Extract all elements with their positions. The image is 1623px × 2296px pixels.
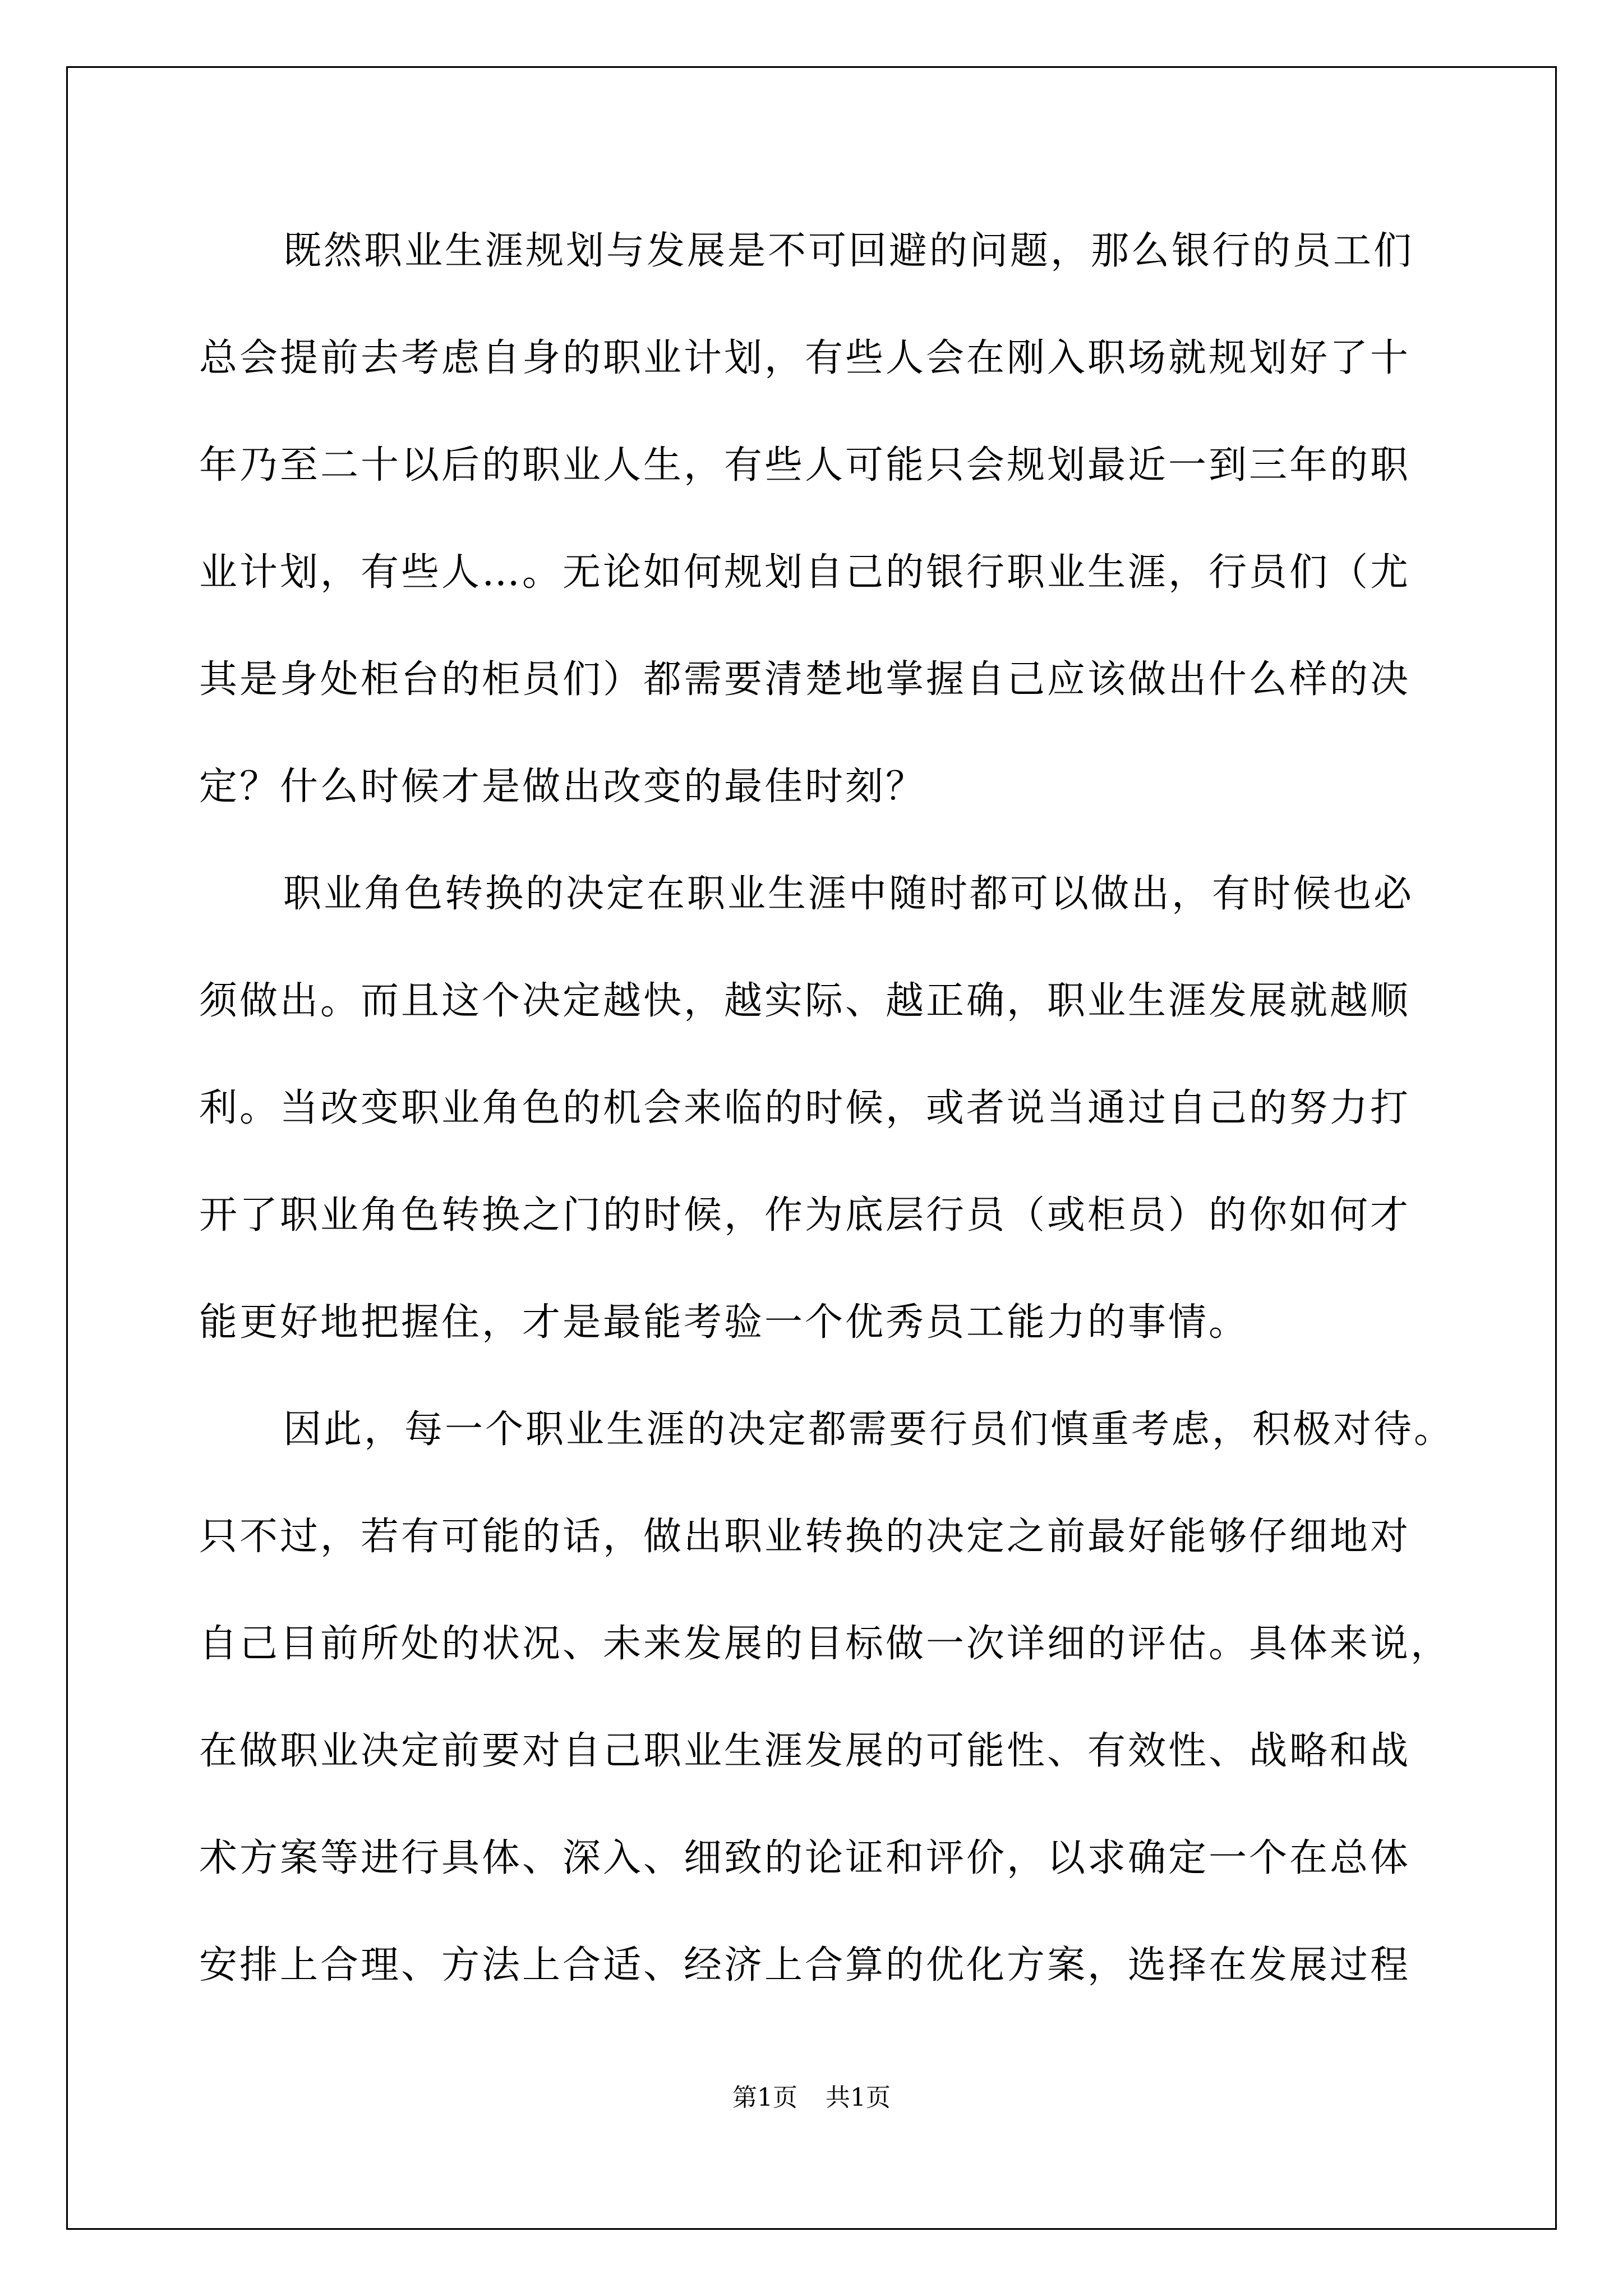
text-line: 职业角色转换的决定在职业生涯中随时都可以做出，有时候也必 [283, 872, 1414, 916]
text-line: 安排上合理、方法上合适、经济上合算的优化方案，选择在发展过程 [199, 1943, 1411, 1987]
text-line: 只不过，若有可能的话，做出职业转换的决定之前最好能够仔细地对 [199, 1515, 1411, 1559]
page-number: 第1页 [732, 2083, 797, 2112]
text-line: 既然职业生涯规划与发展是不可回避的问题，那么银行的员工们 [283, 229, 1414, 273]
paragraph-3 [199, 1396, 1455, 2039]
text-line: 能更好地把握住，才是最能考验一个优秀员工能力的事情。 [199, 1300, 1249, 1345]
text-line: 利。当改变职业角色的机会来临的时候，或者说当通过自己的努力打 [199, 1086, 1411, 1130]
text-line: 定？什么时候才是做出改变的最佳时刻？ [199, 765, 926, 809]
text-line: 术方案等进行具体、深入、细致的论证和评价，以求确定一个在总体 [199, 1836, 1411, 1880]
paragraph-1 [199, 218, 1433, 861]
text-line: 开了职业角色转换之门的时候，作为底层行员（或柜员）的你如何才 [199, 1193, 1411, 1237]
text-line: 须做出。而且这个决定越快，越实际、越正确，职业生涯发展就越顺 [199, 979, 1411, 1023]
text-line: 在做职业决定前要对自己职业生涯发展的可能性、有效性、战略和战 [199, 1729, 1411, 1773]
paragraph-2 [199, 861, 1433, 1396]
text-line: 业计划，有些人…。无论如何规划自己的银行职业生涯，行员们（尤 [199, 550, 1411, 595]
page-footer [0, 2081, 1623, 2115]
text-line: 总会提前去考虑自身的职业计划，有些人会在刚入职场就规划好了十 [199, 336, 1411, 380]
text-line: 因此，每一个职业生涯的决定都需要行员们慎重考虑，积极对待。 [283, 1407, 1455, 1452]
document-body [199, 218, 1455, 2039]
text-line: 其是身处柜台的柜员们）都需要清楚地掌握自己应该做出什么样的决 [199, 657, 1411, 702]
text-line: 年乃至二十以后的职业人生，有些人可能只会规划最近一到三年的职 [199, 443, 1411, 487]
page-total: 共1页 [826, 2083, 891, 2112]
text-line: 自己目前所处的状况、未来发展的目标做一次详细的评估。具体来说， [199, 1622, 1451, 1666]
